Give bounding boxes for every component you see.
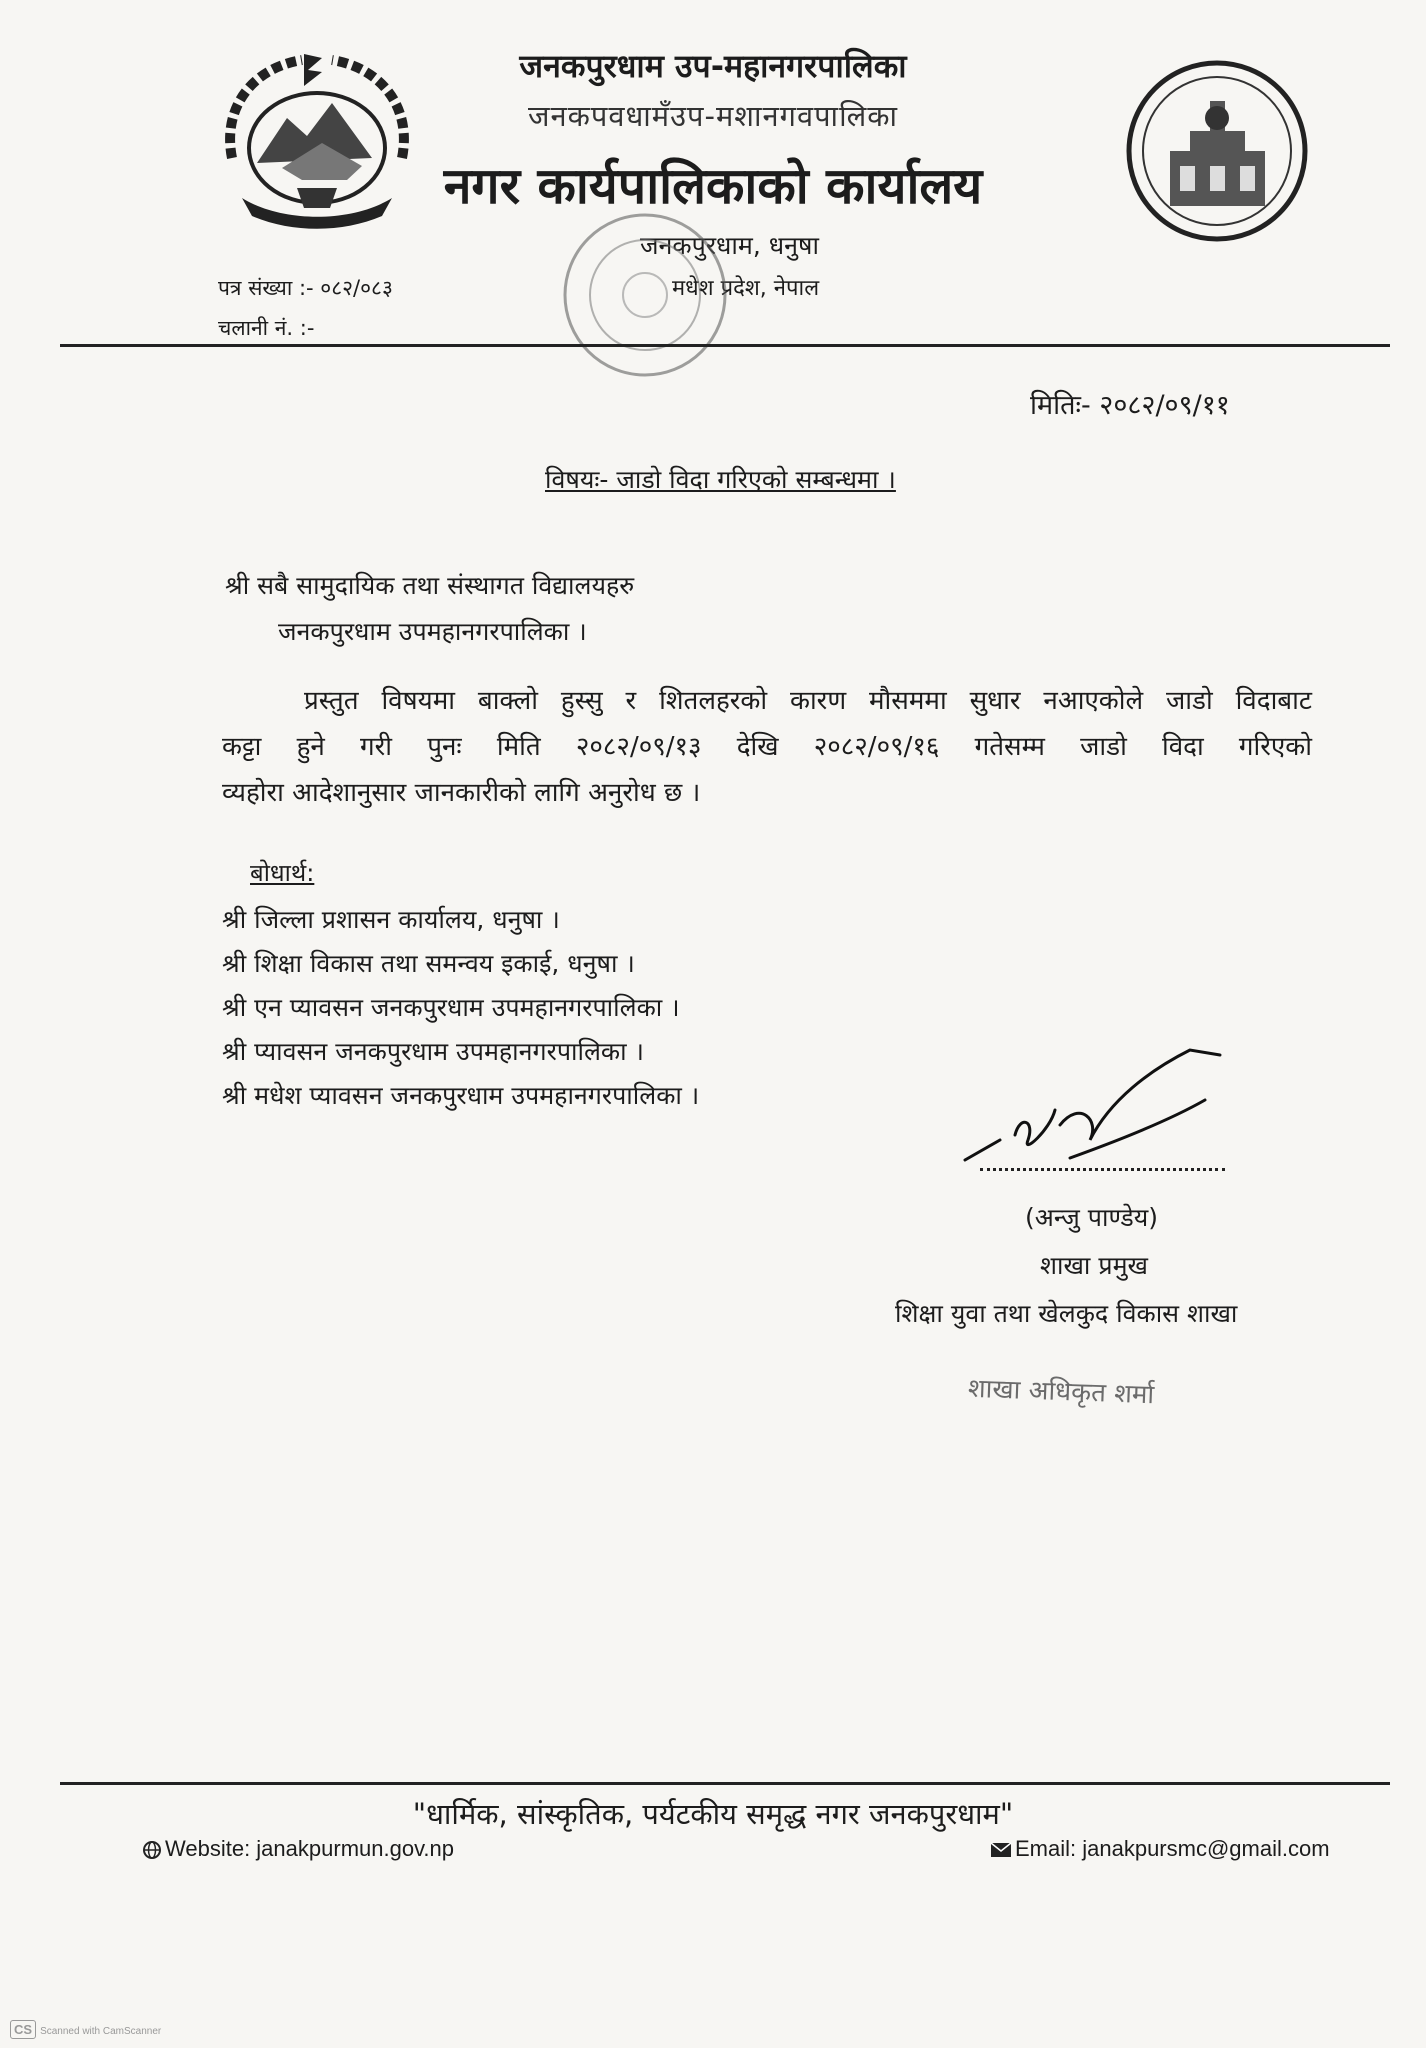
recipient-line-2: जनकपुरधाम उपमहानगरपालिका । [278,617,587,646]
handwritten-signature-icon [960,1040,1230,1170]
footer-motto: "धार्मिक, सांस्कृतिक, पर्यटकीय समृद्ध नगर जनकपुरधाम" [412,1797,1014,1831]
office-round-stamp-icon [530,200,760,390]
municipal-seal-icon [1115,56,1320,246]
dispatch-number: चलानी नं. :- [218,316,315,340]
cc-item: श्री प्यावसन जनकपुरधाम उपमहानगरपालिका । [222,1037,645,1066]
cc-item: श्री मधेश प्यावसन जनकपुरधाम उपमहानगरपालिका । [222,1081,700,1110]
website-text: Website: janakpurmun.gov.np [165,1836,455,1861]
officer-stamp: शाखा अधिकृत शर्मा [967,1373,1155,1411]
signatory-name: (अन्जु पाण्डेय) [1025,1203,1158,1232]
header-divider [60,344,1390,347]
scanner-badge: CS [10,2020,36,2039]
office-location: जनकपुरधाम, धनुषा [640,231,819,260]
letter-number: पत्र संख्या :- ०८२/०८३ [218,276,393,300]
recipient-line-1: श्री सबै सामुदायिक तथा संस्थागत विद्यालयहरु [225,571,635,600]
letter-body [222,678,1312,816]
cc-item: श्री जिल्ला प्रशासन कार्यालय, धनुषा । [222,905,560,934]
letter-subject: विषयः- जाडो विदा गरिएको सम्बन्धमा । [545,465,896,494]
cc-item: श्री एन प्यावसन जनकपुरधाम उपमहानगरपालिका । [222,993,680,1022]
footer-website [142,1836,454,1862]
scanner-note: Scanned with CamScanner [40,2026,162,2037]
municipality-name-alt: जनकपवधामँउप-मशानगवपालिका [527,99,899,133]
signatory-branch: शिक्षा युवा तथा खेलकुद विकास शाखा [895,1299,1238,1328]
letter-date: मितिः- २०८२/०९/११ [1030,390,1230,421]
footer-divider [60,1782,1390,1785]
body-line-1: प्रस्तुत विषयमा बाक्लो हुस्सु र शितलहरको कारण मौसममा सुधार नआएकोले जाडो विदाबाट [304,686,1312,716]
scanner-watermark [10,2020,161,2039]
body-line-3: व्यहोरा आदेशानुसार जानकारीको लागि अनुरोध छ । [222,778,701,808]
body-line-2: कट्टा हुने गरी पुनः मिति २०८२/०९/१३ देखि २०८२/०९/१६ गतेसम्म जाडो विदा गरिएको [222,732,1312,762]
office-province: मधेश प्रदेश, नेपाल [672,276,820,301]
footer-email [990,1836,1330,1862]
email-text: Email: janakpursmc@gmail.com [1015,1836,1330,1861]
globe-icon [142,1840,162,1860]
cc-list [222,898,699,1118]
envelope-icon [990,1842,1012,1858]
municipality-name: जनकपुरधाम उप-महानगरपालिका [519,47,907,85]
cc-heading: बोधार्थ: [250,859,315,887]
signatory-title: शाखा प्रमुख [1040,1251,1148,1280]
cc-item: श्री शिक्षा विकास तथा समन्वय इकाई, धनुषा । [222,949,635,978]
office-name: नगर कार्यपालिकाको कार्यालय [443,157,983,215]
signature-dotted-line [980,1168,1225,1171]
